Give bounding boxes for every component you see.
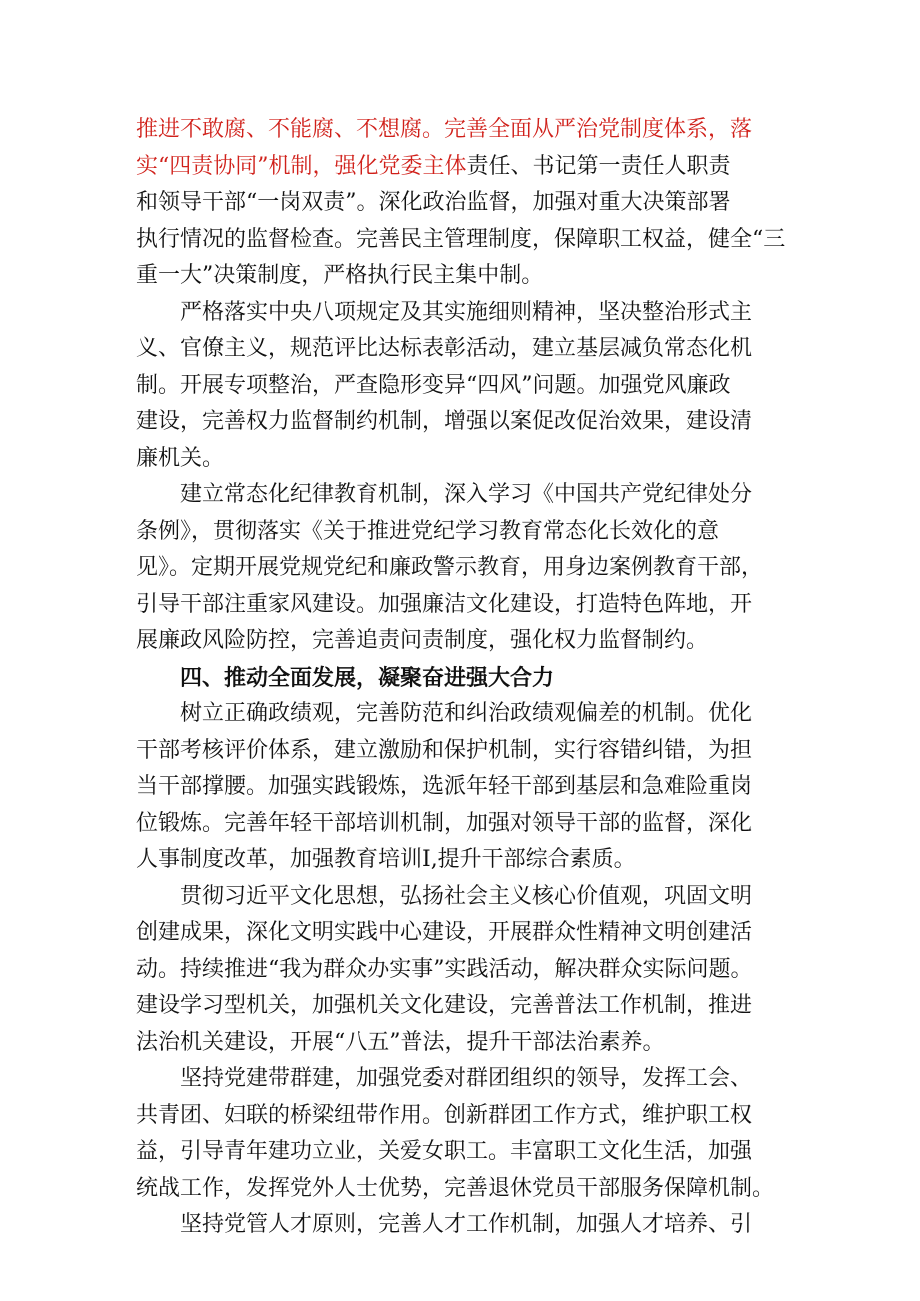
paragraph-line: 建立常态化纪律教育机制，深入学习《中国共产党纪律处分 (180, 482, 753, 507)
paragraph-performance (136, 696, 792, 879)
paragraph-line: 坚持党建带群建，加强党委对群团组织的领导，发挥工会、 (180, 1066, 753, 1091)
paragraph-intro (136, 112, 792, 295)
paragraph-line: 干部考核评价体系，建立激励和保护机制，实行容错纠错，为担 (136, 737, 753, 763)
paragraph-line: 义、官僚主义，规范评比达标表彰活动，建立基层减负常态化机 (136, 336, 753, 361)
paragraph-line: 廉机关。 (136, 445, 225, 471)
paragraph-line: 坚持党管人才原则，完善人才工作机制，加强人才培养、引 (180, 1212, 753, 1237)
paragraph-culture (136, 879, 792, 1062)
paragraph-line: 贯彻习近平文化思想，弘扬社会主义核心价值观，巩固文明 (180, 883, 753, 909)
paragraph-line: 严格落实中央八项规定及其实施细则精神，坚决整治形式主 (180, 299, 753, 325)
intro-line-5: 重一大”决策制度，严格执行民主集中制。 (136, 263, 544, 288)
paragraph-line: 益，引导青年建功立业，关爱女职工。丰富职工文化生活，加强 (136, 1139, 753, 1164)
paragraph-line: 创建成果，深化文明实践中心建设，开展群众性精神文明创建活 (136, 920, 753, 945)
intro-line-3: 和领导干部“一岗双责”。深化政治监督，加强对重大决策部署 (136, 190, 731, 215)
paragraph-line: 动。持续推进“我为群众办实事”实践活动，解决群众实际问题。 (136, 956, 753, 982)
paragraph-line: 制。开展专项整治，严查隐形变异“四风”问题。加强党风廉政 (136, 372, 731, 398)
intro-red-highlight: 实“四责协同”机制，强化党委主体 (136, 153, 467, 179)
paragraph-line: 法治机关建设，开展“八五”普法，提升干部法治素养。 (136, 1029, 665, 1055)
paragraph-groups (136, 1061, 792, 1207)
paragraph-line: 共青团、妇联的桥梁纽带作用。创新群团工作方式，维护职工权 (136, 1102, 753, 1128)
paragraph-line: 见》。定期开展党规党纪和廉政警示教育，用身边案例教育干部， (136, 555, 764, 580)
paragraph-discipline (136, 477, 792, 660)
paragraph-line: 树立正确政绩观，完善防范和纠治政绩观偏差的机制。优化 (180, 701, 753, 726)
paragraph-line: 展廉政风险防控，完善追责问责制度，强化权力监督制约。 (136, 628, 709, 653)
intro-line-1: 推进不敢腐、不能腐、不想腐。完善全面从严治党制度体系，落 (136, 117, 753, 142)
intro-line-2 (136, 149, 792, 186)
paragraph-line: 当干部撑腰。加强实践锻炼，选派年轻干部到基层和急难险重岗 (136, 774, 753, 799)
intro-line-2-rest: 责任、书记第一责任人职责 (466, 153, 731, 179)
paragraph-line: 建设学习型机关，加强机关文化建设，完善普法工作机制，推进 (136, 993, 753, 1018)
paragraph-line: 建设，完善权力监督制约机制，增强以案促改促治效果，建设清 (136, 409, 753, 434)
paragraph-style (136, 295, 792, 478)
intro-line-4: 执行情况的监督检查。完善民主管理制度，保障职工权益，健全“三 (136, 226, 786, 252)
paragraph-talent (136, 1207, 792, 1244)
paragraph-line: 人事制度改革，加强教育培训I,提升干部综合素质。 (136, 847, 636, 872)
paragraph-line: 位锻炼。完善年轻干部培训机制，加强对领导干部的监督，深化 (136, 810, 753, 836)
section-heading: 四、推动全面发展，凝聚奋进强大合力 (180, 664, 555, 691)
document-body (136, 112, 792, 1244)
paragraph-line: 统战工作，发挥党外人士优势，完善退休党员干部服务保障机制。 (136, 1175, 775, 1201)
paragraph-line: 条例》，贯彻落实《关于推进党纪学习教育常态化长效化的意 (136, 518, 720, 544)
paragraph-line: 引导干部注重家风建设。加强廉洁文化建设，打造特色阵地，开 (136, 591, 753, 617)
